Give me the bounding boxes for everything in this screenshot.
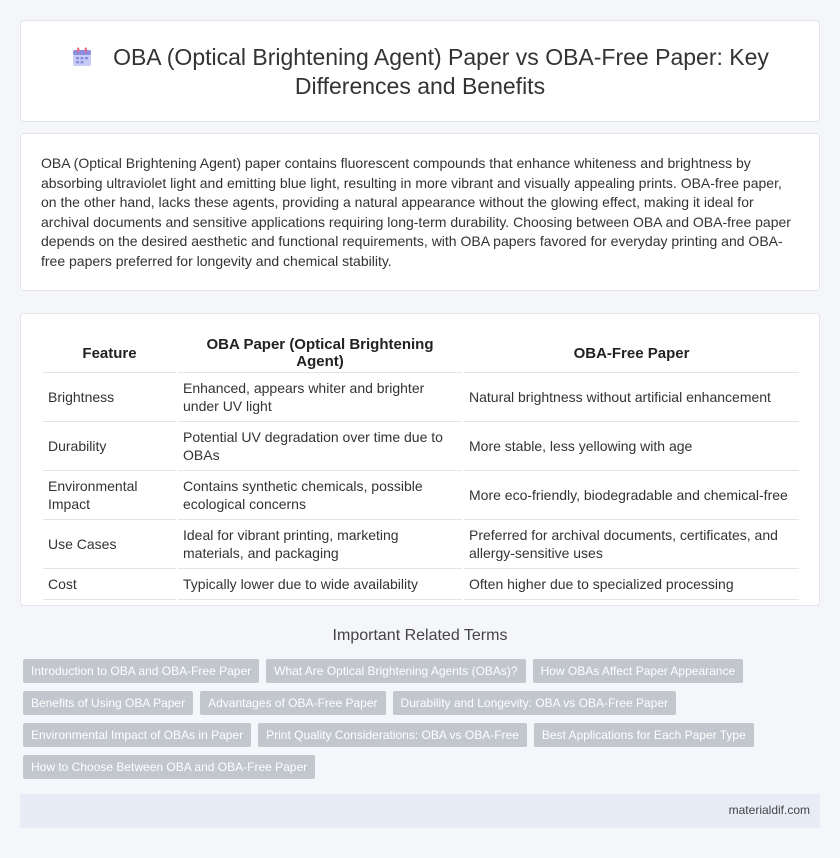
table-cell-feature: Durability (43, 422, 177, 471)
related-term-tag[interactable]: Durability and Longevity: OBA vs OBA-Free Paper (393, 691, 676, 715)
footer-site-name[interactable]: materialdif.com (728, 803, 810, 817)
tag-row (23, 659, 813, 691)
tag-row (23, 755, 813, 787)
table-cell-oba: Potential UV degradation over time due to OBAs (177, 422, 463, 471)
table-cell-oba-free: More stable, less yellowing with age (463, 422, 799, 471)
table-cell-oba: Enhanced, appears whiter and brighter under UV light (177, 373, 463, 422)
page-title: OBA (Optical Brightening Agent) Paper vs OBA-Free Paper: Key Differences and Benefits (113, 44, 769, 99)
intro-card (20, 133, 820, 291)
title-wrap (61, 43, 779, 101)
related-term-tag[interactable]: What Are Optical Brightening Agents (OBAs)? (266, 659, 525, 683)
table-cell-oba-free: Preferred for archival documents, certificates, and allergy-sensitive uses (463, 520, 799, 569)
related-term-tag[interactable]: Print Quality Considerations: OBA vs OBA-Free (258, 723, 527, 747)
tag-row (23, 723, 813, 755)
table-cell-feature: Use Cases (43, 520, 177, 569)
comparison-table (43, 336, 799, 600)
tag-row (23, 691, 813, 723)
table-cell-feature: Environmental Impact (43, 471, 177, 520)
related-term-tag[interactable]: Advantages of OBA-Free Paper (200, 691, 385, 715)
table-row (43, 569, 799, 600)
table-row (43, 373, 799, 422)
calendar-icon (71, 46, 93, 68)
intro-paragraph: OBA (Optical Brightening Agent) paper contains fluorescent compounds that enhance whiteness and brightness by absorbing ultraviolet light and emitting blue light, resulting in more vibrant and visually appealing prints. OBA-free paper, on the other hand, lacks these agents, providing a natural appearance without the glowing effect, making it ideal for archival documents and sensitive applications requiring long-term durability. Choosing between OBA and OBA-free paper depends on the desired aesthetic and functional requirements, with OBA papers favored for everyday printing and OBA-free papers preferred for longevity and chemical stability. (41, 155, 791, 269)
table-cell-oba-free: Often higher due to specialized processing (463, 569, 799, 600)
table-cell-oba: Typically lower due to wide availability (177, 569, 463, 600)
footer-bar (20, 794, 820, 828)
related-terms-tags (23, 659, 813, 787)
related-term-tag[interactable]: How to Choose Between OBA and OBA-Free Paper (23, 755, 315, 779)
table-row (43, 422, 799, 471)
table-cell-feature: Cost (43, 569, 177, 600)
table-cell-oba: Ideal for vibrant printing, marketing materials, and packaging (177, 520, 463, 569)
table-cell-oba-free: Natural brightness without artificial enhancement (463, 373, 799, 422)
header-card (20, 20, 820, 122)
related-term-tag[interactable]: Benefits of Using OBA Paper (23, 691, 193, 715)
table-row (43, 471, 799, 520)
related-term-tag[interactable]: Environmental Impact of OBAs in Paper (23, 723, 251, 747)
table-header-oba: OBA Paper (Optical Brightening Agent) (177, 336, 463, 373)
comparison-table-card (20, 313, 820, 606)
table-cell-oba-free: More eco-friendly, biodegradable and chemical-free (463, 471, 799, 520)
table-header-oba-free: OBA-Free Paper (463, 336, 799, 373)
table-row (43, 520, 799, 569)
table-cell-oba: Contains synthetic chemicals, possible ecological concerns (177, 471, 463, 520)
table-cell-feature: Brightness (43, 373, 177, 422)
related-term-tag[interactable]: Introduction to OBA and OBA-Free Paper (23, 659, 259, 683)
related-term-tag[interactable]: Best Applications for Each Paper Type (534, 723, 754, 747)
related-term-tag[interactable]: How OBAs Affect Paper Appearance (533, 659, 744, 683)
table-header-feature: Feature (43, 336, 177, 373)
related-terms-title: Important Related Terms (332, 627, 508, 644)
table-header-row (43, 336, 799, 373)
